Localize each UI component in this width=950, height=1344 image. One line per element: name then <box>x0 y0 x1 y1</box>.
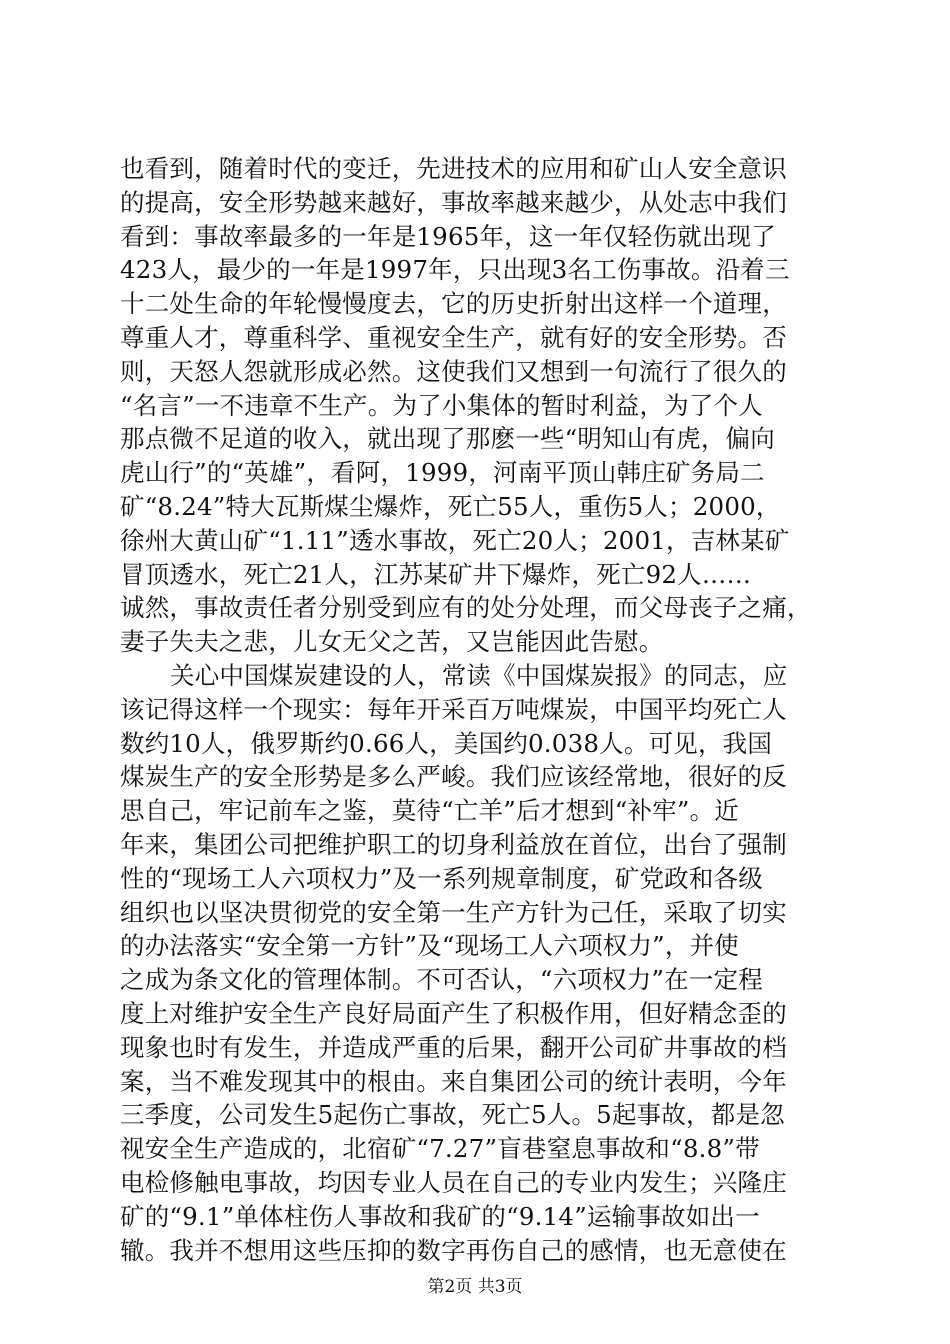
text-line: 423人，最少的一年是1997年，只出现3名工伤事故。沿着三 <box>120 255 790 285</box>
text-line: 性的“现场工人六项权力”及一系列规章制度，矿党政和各级 <box>120 863 763 893</box>
text-line: 妻子失夫之悲，儿女无父之苦，又岂能因此告慰。 <box>120 627 664 657</box>
text-line: 矿的“9.1”单体柱伤人事故和我矿的“9.14”运输事故如出一 <box>120 1201 760 1231</box>
text-line: 数约10人，俄罗斯约0.66人，美国约0.038人。可见，我国 <box>120 728 773 758</box>
text-line: 煤炭生产的安全形势是多么严峻。我们应该经常地，很好的反 <box>120 762 787 792</box>
text-line: 虎山行”的“英雄”，看阿，1999，河南平顶山韩庄矿务局二 <box>120 458 765 488</box>
text-line: 的提高，安全形势越来越好，事故率越来越少，从处志中我们 <box>120 187 787 217</box>
text-line: 冒顶透水，死亡21人，江苏某矿井下爆炸，死亡92人…… <box>120 559 752 589</box>
text-line: 尊重人才，尊重科学、重视安全生产，就有好的安全形势。否 <box>120 322 787 352</box>
text-line: 思自己，牢记前车之鉴，莫待“亡羊”后才想到“补牢”。近 <box>120 796 739 826</box>
text-line: “名言”一不违章不生产。为了小集体的暂时利益，为了个人 <box>120 390 763 420</box>
text-line: 诚然，事故责任者分别受到应有的处分处理，而父母丧子之痛， <box>120 593 812 623</box>
text-line: 年来，集团公司把维护职工的切身利益放在首位，出台了强制 <box>120 829 787 859</box>
text-line: 之成为条文化的管理体制。不可否认，“六项权力”在一定程 <box>120 965 763 995</box>
text-line: 的办法落实“安全第一方针”及“现场工人六项权力”，并使 <box>120 931 739 961</box>
text-line: 电检修触电事故，均因专业人员在自己的专业内发生；兴隆庄 <box>120 1167 787 1197</box>
text-line: 视安全生产造成的，北宿矿“7.27”盲巷窒息事故和“8.8”带 <box>120 1134 760 1164</box>
text-line: 则，天怒人怨就形成必然。这使我们又想到一句流行了很久的 <box>120 356 787 386</box>
text-line: 现象也时有发生，并造成严重的后果，翻开公司矿井事故的档 <box>120 1032 787 1062</box>
text-line: 也看到，随着时代的变迁，先进技术的应用和矿山人安全意识 <box>120 154 787 183</box>
text-line: 十二处生命的年轮慢慢度去，它的历史折射出这样一个道理， <box>120 289 787 319</box>
text-line: 案，当不难发现其中的根由。来自集团公司的统计表明，今年 <box>120 1066 787 1096</box>
text-line: 辙。我并不想用这些压抑的数字再伤自己的感情，也无意使在 <box>120 1235 787 1265</box>
text-line: 矿“8.24”特大瓦斯煤尘爆炸，死亡55人，重伤5人；2000， <box>120 491 781 521</box>
text-line: 看到：事故率最多的一年是1965年，这一年仅轻伤就出现了 <box>120 221 776 251</box>
text-line: 徐州大黄山矿“1.11”透水事故，死亡20人；2001，吉林某矿 <box>120 525 790 555</box>
text-line: 三季度，公司发生5起伤亡事故，死亡5人。5起事故，都是忽 <box>120 1100 785 1130</box>
text-line: 该记得这样一个现实：每年开采百万吨煤炭，中国平均死亡人 <box>120 694 787 724</box>
text-line: 组织也以坚决贯彻党的安全第一生产方针为己任，采取了切实 <box>120 897 787 927</box>
text-line: 度上对维护安全生产良好局面产生了积极作用，但好精念歪的 <box>120 998 787 1028</box>
page-footer: 第2页 共3页 <box>427 1277 523 1297</box>
body-text <box>120 152 840 1267</box>
text-line: 那点微不足道的收入，就出现了那麽一些“明知山有虎，偏向 <box>120 424 775 454</box>
text-line: 关心中国煤炭建设的人，常读《中国煤炭报》的同志，应 <box>170 660 788 690</box>
